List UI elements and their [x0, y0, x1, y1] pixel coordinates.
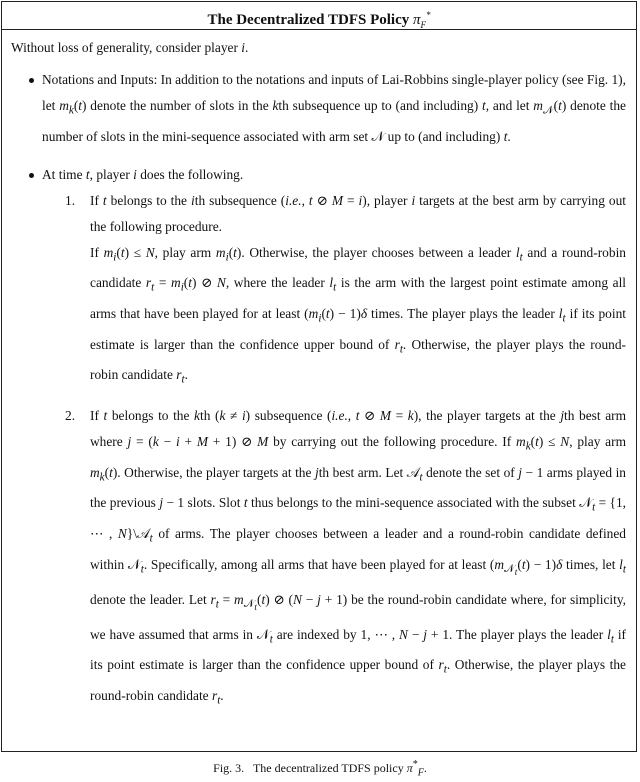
notations-text: Notations and Inputs: In addition to the notations and inputs of Lai-Robbins single-player policy (see Fig. 1), let $m_k(t)$ denote the number of slots in the kth subsequence up to (and including) t, and let $m_𝒩(t)$ denote the number of slots in the mini-sequence associated with arm set 𝒩 up to (and including) t.: [42, 72, 626, 144]
item2-paragraph: If t belongs to the kth (k ≠ i) subsequence (i.e., t ⊘ M = k), the player targets at the jth best arm where j = (k − i + M + 1) ⊘ M by carrying out the following procedure. If $m_k(t) \le N$, play arm $m_k(t)$. Otherwise, the player targets at the jth best arm. Let 𝒜$_t$ denote the set of j − 1 arms played in the previous j − 1 slots. Slot t thus belongs to the mini-sequence associated with the subset 𝒩$_t$ = {1, ⋯ , N}\𝒜$_t$ of arms. The player chooses between a leader and a round-robin candidate defined within 𝒩$_t$. Specifically, among all arms that have been played for at least $(m_{𝒩_t}(t) - 1)\delta$ times, let $l_t$ denote the leader. Let $r_t = m_{𝒩_t}(t)$ ⊘ (N − j + 1) be the round-robin candidate where, for simplicity, we have assumed that arms in 𝒩$_t$ are indexed by 1, ⋯ , N − j + 1. The player plays the leader $l_t$ if its point estimate is larger than the confidence upper bound of $r_t$. Otherwise, the player plays the round-robin candidate $r_t$.: [90, 408, 627, 707]
policy-body: [2, 30, 636, 714]
policy-symbol: $\pi_F^*$: [413, 10, 431, 30]
item1-paragraph1: If t belongs to the ith subsequence (i.e., t ⊘ M = i), player i targets at the best arm by carrying out the following procedure.: [90, 192, 626, 234]
policy-title: [2, 2, 636, 30]
bullet-notations: [11, 67, 626, 150]
policy-box: [1, 1, 637, 752]
procedure-list: [42, 188, 626, 714]
intro-text: Without loss of generality, consider player i.: [11, 40, 249, 55]
figure-caption: Fig. 3. The decentralized TDFS policy $\pi^*_F$.: [213, 759, 427, 779]
item1-paragraph2: If $m_i(t) \le N$, play arm $m_i(t)$. Otherwise, the player chooses between a leader $l_t$ and a round-robin candidate $r_t = m_i(t)$ ⊘ N, where the leader $l_t$ is the arm with the largest point estimate among all arms that have been played for at least $(m_i(t) - 1)\delta$ times. The player plays the leader $l_t$ if its point estimate is larger than the confidence upper bound of $r_t$. Otherwise, the player plays the round-robin candidate $r_t$.: [90, 244, 627, 387]
item-number: 1.: [65, 192, 76, 208]
bullet-time: [11, 162, 626, 714]
list-item: [42, 403, 626, 714]
bullet-dot: [29, 78, 34, 83]
bullet-dot: [29, 173, 34, 178]
list-item: [42, 188, 626, 393]
item-number: 2.: [65, 408, 76, 424]
policy-title-text: The Decentralized TDFS Policy: [207, 12, 410, 28]
time-lead-text: At time t, player i does the following.: [42, 166, 244, 182]
